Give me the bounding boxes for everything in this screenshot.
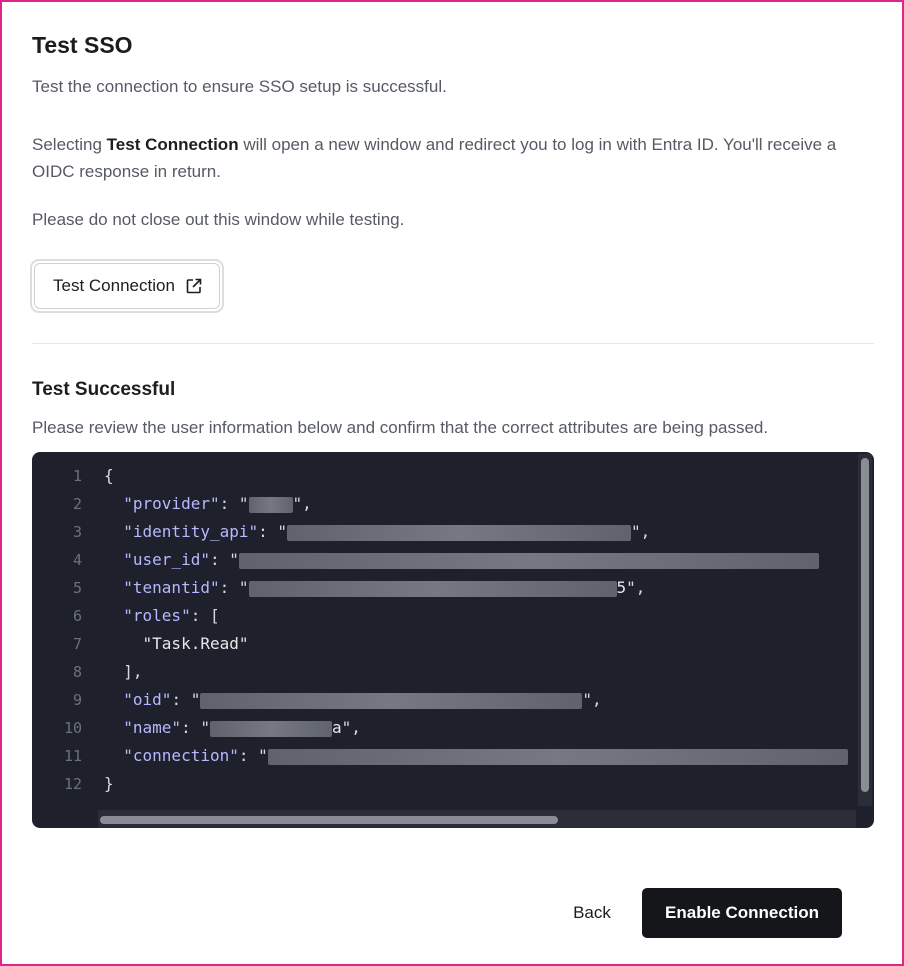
redacted-value [200,693,582,709]
test-connection-button[interactable] [34,263,220,309]
code-line: { [104,466,114,485]
json-key: "name" [123,718,182,737]
line-number: 7 [72,635,82,653]
line-number: 11 [63,747,82,765]
result-title: Test Successful [32,379,176,400]
instructions-suffix: will open a new window and redirect you to log in with Entra ID. You'll receive a OIDC response in return. [32,135,837,181]
warning-text: Please do not close out this window while testing. [32,210,405,229]
json-key: "provider" [123,494,220,513]
visible-tail: a [331,718,342,737]
code-lines [104,462,856,798]
line-number: 8 [72,663,82,681]
code-line-identity-api: "identity_api": " ", [123,522,651,541]
visible-tail: 5 [616,578,627,597]
line-number: 4 [72,551,82,569]
redacted-value [249,581,617,597]
instructions-prefix: Selecting [32,135,107,154]
instructions-bold: Test Connection [106,135,239,154]
code-line: ], [123,662,143,681]
page-subtitle: Test the connection to ensure SSO setup is successful. [32,77,447,96]
result-subtitle: Please review the user information below and confirm that the correct attributes are being passed. [32,418,769,437]
json-key: "connection" [123,746,239,765]
role-value: "Task.Read" [142,634,249,653]
json-key: "oid" [123,690,172,709]
redacted-value [210,721,332,737]
code-line-provider: "provider": " ", [123,494,312,513]
back-button[interactable]: Back [560,888,624,938]
code-line-tenantid: "tenantid": " 5", [123,578,646,597]
line-number: 5 [72,579,82,597]
json-key: "roles" [123,606,191,625]
line-number: 6 [72,607,82,625]
code-line: } [104,774,114,793]
instructions-text [32,131,862,185]
line-number: 1 [72,467,82,485]
code-line-connection: "connection": " [104,742,856,770]
external-link-icon [185,277,203,295]
line-number: 12 [63,775,82,793]
redacted-value [249,497,293,513]
test-connection-focus-ring [30,259,224,313]
code-line-oid: "oid": " ", [123,690,602,709]
vertical-scroll-thumb[interactable] [861,458,869,792]
line-number: 10 [63,719,82,737]
code-line-user-id: "user_id": " [104,546,856,574]
json-key: "user_id" [123,550,210,569]
line-number-gutter [32,462,84,798]
test-connection-label: Test Connection [53,276,175,295]
json-key: "tenantid" [123,578,220,597]
code-line-name: "name": " a", [123,718,361,737]
json-key: "identity_api" [123,522,259,541]
redacted-value [287,525,631,541]
horizontal-scroll-thumb[interactable] [100,816,558,824]
json-code-viewer[interactable] [32,452,874,828]
line-number: 3 [72,523,82,541]
page-title: Test SSO [32,32,133,58]
redacted-value [268,749,848,765]
redacted-value [239,553,819,569]
line-number: 2 [72,495,82,513]
code-line-roles: "roles": [ [123,606,220,625]
code-line-role-value [104,630,856,658]
enable-connection-button[interactable]: Enable Connection [642,888,842,938]
section-divider [32,343,874,344]
line-number: 9 [72,691,82,709]
